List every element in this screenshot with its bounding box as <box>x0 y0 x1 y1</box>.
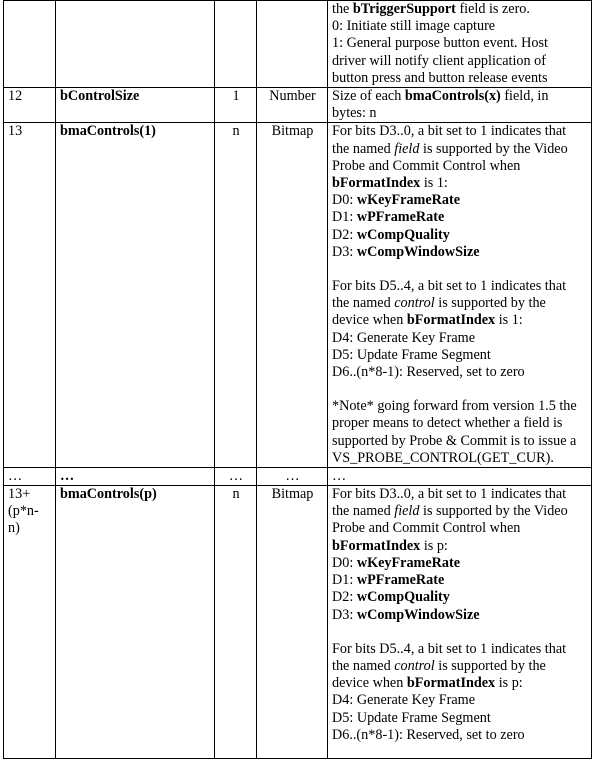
text-run: driver will notify client application of <box>332 52 546 69</box>
description-line <box>332 295 588 312</box>
text-run: is p: <box>495 675 523 692</box>
text-run: D1: <box>332 209 357 226</box>
text-run: D6..(n*8-1): Reserved, set to zero <box>332 364 525 381</box>
value-cell: Bitmap <box>257 123 328 468</box>
text-run: is 1: <box>420 175 448 192</box>
size-cell: n <box>215 486 257 759</box>
text-run: proper means to detect whether a field is <box>332 415 563 432</box>
field-name-cell: bmaControls(p) <box>56 486 215 759</box>
text-run: D3: <box>332 243 357 260</box>
bold-term: wPFrameRate <box>356 572 445 589</box>
size-cell <box>215 1 257 88</box>
field-name-cell: … <box>56 468 215 486</box>
text-run: field is zero. <box>455 1 530 17</box>
table-row <box>4 123 592 468</box>
text-run: is 1: <box>495 312 523 329</box>
text-run: D6..(n*8-1): Reserved, set to zero <box>332 726 525 743</box>
table-row <box>4 486 592 759</box>
italic-term: control <box>394 657 435 674</box>
bold-term: bFormatIndex <box>332 537 421 554</box>
description-line <box>332 398 588 415</box>
text-run: the named <box>332 503 395 520</box>
description-line <box>332 18 588 35</box>
text-run: For bits D5..4, a bit set to 1 indicates that <box>332 278 567 295</box>
description-line <box>332 675 588 692</box>
description-line <box>332 312 588 329</box>
description-cell <box>328 88 592 123</box>
text-run: For bits D3..0, a bit set to 1 indicates that <box>332 123 567 140</box>
text-run: D5: Update Frame Segment <box>332 709 491 726</box>
description-line <box>332 589 588 606</box>
text-run: D0: <box>332 192 357 209</box>
description-line <box>332 141 588 158</box>
italic-term: field <box>394 503 420 520</box>
description-line <box>332 192 588 209</box>
description-line <box>332 364 588 381</box>
offset-cell: 13 <box>4 123 56 468</box>
descriptor-field-table <box>3 0 592 759</box>
text-run: *Note* going forward from version 1.5 the <box>332 398 577 415</box>
description-line <box>332 538 588 555</box>
field-name-cell: bmaControls(1) <box>56 123 215 468</box>
size-cell: 1 <box>215 88 257 123</box>
text-run: Probe and Commit Control when <box>332 157 521 174</box>
size-cell: n <box>215 123 257 468</box>
text-run: device when <box>332 675 407 692</box>
description-line <box>332 53 588 70</box>
description-line <box>332 468 588 485</box>
text-run: button press and button release events <box>332 69 548 86</box>
table-row <box>4 1 592 88</box>
offset-cell: 13+ (p*n- n) <box>4 486 56 759</box>
text-run: D2: <box>332 226 357 243</box>
description-line <box>332 555 588 572</box>
bold-term: wCompWindowSize <box>356 243 480 260</box>
description-line <box>332 727 588 744</box>
text-run: Size of each <box>332 88 405 105</box>
text-run: 1: General purpose button event. Host <box>332 35 548 52</box>
description-line <box>332 658 588 675</box>
description-line <box>332 520 588 537</box>
description-line <box>332 105 588 122</box>
text-run: D2: <box>332 589 357 606</box>
description-line <box>332 503 588 520</box>
description-line <box>332 244 588 261</box>
description-line <box>332 209 588 226</box>
text-run: device when <box>332 312 407 329</box>
text-run: field, in <box>500 88 549 105</box>
text-run: D3: <box>332 606 357 623</box>
value-cell <box>257 1 328 88</box>
text-run: the named <box>332 295 395 312</box>
text-run: bytes: n <box>332 105 377 122</box>
description-line <box>332 450 588 467</box>
text-run: is p: <box>420 537 448 554</box>
text-run: is supported by the <box>434 295 546 312</box>
description-line <box>332 347 588 364</box>
italic-term: field <box>394 140 420 157</box>
description-line <box>332 1 588 18</box>
bold-term: wCompWindowSize <box>356 606 480 623</box>
description-line <box>332 158 588 175</box>
bold-term: wCompQuality <box>356 226 450 243</box>
bold-term: bTriggerSupport <box>352 1 456 17</box>
description-cell <box>328 123 592 468</box>
blank-line <box>332 624 588 641</box>
description-line <box>332 641 588 658</box>
bold-term: wCompQuality <box>356 589 450 606</box>
description-line <box>332 123 588 140</box>
description-line <box>332 415 588 432</box>
text-run: D5: Update Frame Segment <box>332 346 491 363</box>
text-run: is supported by the Video <box>419 503 568 520</box>
text-run: D4: Generate Key Frame <box>332 329 475 346</box>
text-run: Probe and Commit Control when <box>332 520 521 537</box>
description-line <box>332 330 588 347</box>
text-run: supported by Probe & Commit is to issue a <box>332 432 577 449</box>
bold-term: wPFrameRate <box>356 209 445 226</box>
text-run: D4: Generate Key Frame <box>332 692 475 709</box>
text-run: VS_PROBE_CONTROL(GET_CUR). <box>332 449 554 466</box>
offset-cell: 12 <box>4 88 56 123</box>
description-line <box>332 433 588 450</box>
text-run: For bits D5..4, a bit set to 1 indicates that <box>332 640 567 657</box>
text-run: is supported by the <box>434 657 546 674</box>
text-run: the named <box>332 657 395 674</box>
bold-term: wKeyFrameRate <box>356 554 461 571</box>
description-line <box>332 227 588 244</box>
bold-term: bFormatIndex <box>332 175 421 192</box>
field-name-cell <box>56 1 215 88</box>
description-line <box>332 278 588 295</box>
bold-term: bFormatIndex <box>406 675 496 692</box>
description-line <box>332 88 588 105</box>
size-cell: … <box>215 468 257 486</box>
italic-term: control <box>394 295 435 312</box>
description-line <box>332 175 588 192</box>
table-row <box>4 88 592 123</box>
description-line <box>332 607 588 624</box>
bold-term: bmaControls(x) <box>404 88 501 105</box>
description-line <box>332 572 588 589</box>
text-run: 0: Initiate still image capture <box>332 18 496 35</box>
text-run: D0: <box>332 554 357 571</box>
table-row <box>4 468 592 486</box>
value-cell: … <box>257 468 328 486</box>
description-cell <box>328 1 592 88</box>
description-line <box>332 35 588 52</box>
description-line <box>332 486 588 503</box>
text-run: is supported by the Video <box>419 140 568 157</box>
text-run: D1: <box>332 572 357 589</box>
offset-cell: … <box>4 468 56 486</box>
value-cell: Number <box>257 88 328 123</box>
description-line <box>332 710 588 727</box>
description-cell <box>328 468 592 486</box>
value-cell: Bitmap <box>257 486 328 759</box>
blank-line <box>332 381 588 398</box>
description-line <box>332 70 588 87</box>
blank-line <box>332 261 588 278</box>
offset-cell <box>4 1 56 88</box>
text-run: … <box>332 468 347 485</box>
text-run: the named <box>332 140 395 157</box>
description-cell <box>328 486 592 759</box>
text-run: the <box>332 1 353 17</box>
description-line <box>332 692 588 709</box>
field-name-cell: bControlSize <box>56 88 215 123</box>
bold-term: wKeyFrameRate <box>356 192 461 209</box>
text-run: For bits D3..0, a bit set to 1 indicates that <box>332 486 567 503</box>
bold-term: bFormatIndex <box>406 312 496 329</box>
